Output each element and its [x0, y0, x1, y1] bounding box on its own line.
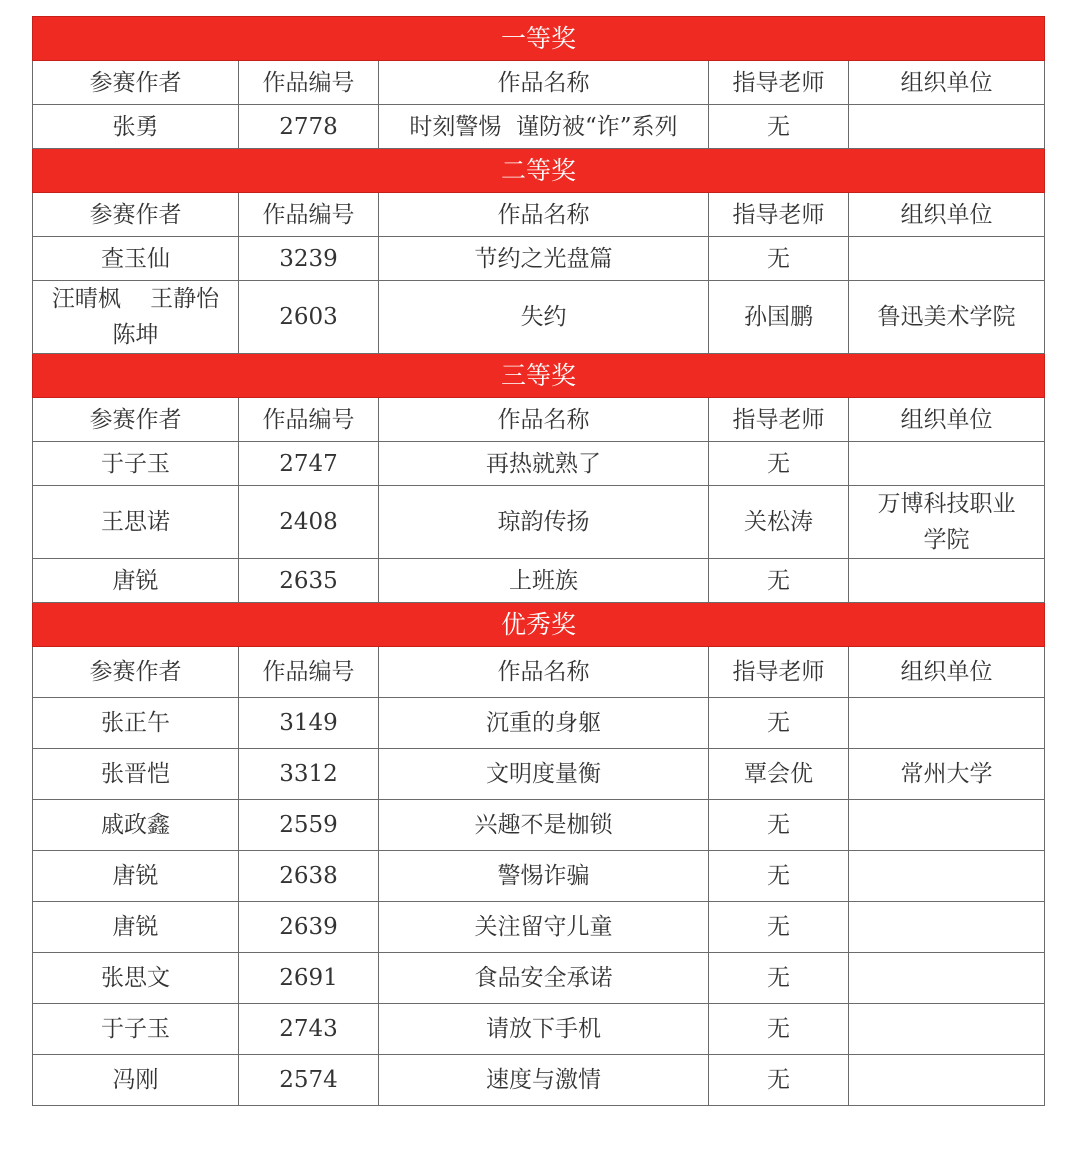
- cell-title: 沉重的身躯: [379, 698, 709, 749]
- section-header: [33, 149, 1045, 193]
- cell-title: 失约: [379, 281, 709, 354]
- author-line: 汪晴枫 王静怡: [51, 286, 220, 312]
- cell-number: 3149: [239, 698, 379, 749]
- cell-title: 时刻警惕 谨防被“诈”系列: [379, 105, 709, 149]
- cell-org: [849, 851, 1045, 902]
- header-org: 组织单位: [849, 647, 1045, 698]
- cell-org: [849, 1004, 1045, 1055]
- header-author: 参赛作者: [33, 61, 239, 105]
- cell-author: 唐锐: [33, 851, 239, 902]
- cell-author: 张思文: [33, 953, 239, 1004]
- cell-teacher: 无: [709, 1004, 849, 1055]
- cell-teacher: 无: [709, 698, 849, 749]
- cell-teacher: 关松涛: [709, 486, 849, 559]
- cell-author: 张正午: [33, 698, 239, 749]
- cell-org: [849, 237, 1045, 281]
- section-title: 二等奖: [33, 149, 1045, 193]
- cell-org: 常州大学: [849, 749, 1045, 800]
- table-row: [33, 237, 1045, 281]
- cell-teacher: 无: [709, 851, 849, 902]
- cell-title: 再热就熟了: [379, 442, 709, 486]
- header-teacher: 指导老师: [709, 647, 849, 698]
- section-header: [33, 354, 1045, 398]
- cell-org: [849, 902, 1045, 953]
- cell-org: [849, 953, 1045, 1004]
- author-line: 陈坤: [112, 322, 159, 348]
- cell-number: 2691: [239, 953, 379, 1004]
- header-number: 作品编号: [239, 61, 379, 105]
- section-title: 三等奖: [33, 354, 1045, 398]
- table-row: [33, 698, 1045, 749]
- cell-author: 于子玉: [33, 1004, 239, 1055]
- section-header: [33, 603, 1045, 647]
- header-title: 作品名称: [379, 61, 709, 105]
- header-org: 组织单位: [849, 398, 1045, 442]
- cell-teacher: 覃会优: [709, 749, 849, 800]
- section-header: [33, 17, 1045, 61]
- cell-org: 鲁迅美术学院: [849, 281, 1045, 354]
- table-row: [33, 559, 1045, 603]
- table-row: [33, 105, 1045, 149]
- cell-number: 2559: [239, 800, 379, 851]
- cell-org: [849, 105, 1045, 149]
- header-title: 作品名称: [379, 193, 709, 237]
- cell-author: 于子玉: [33, 442, 239, 486]
- cell-author: 王思诺: [33, 486, 239, 559]
- cell-author: [33, 281, 239, 354]
- cell-title: 节约之光盘篇: [379, 237, 709, 281]
- cell-title: 上班族: [379, 559, 709, 603]
- cell-number: 2574: [239, 1055, 379, 1106]
- cell-teacher: 无: [709, 442, 849, 486]
- cell-org: [849, 559, 1045, 603]
- header-number: 作品编号: [239, 398, 379, 442]
- cell-teacher: 无: [709, 902, 849, 953]
- cell-number: 2747: [239, 442, 379, 486]
- table-row: [33, 486, 1045, 559]
- cell-teacher: 无: [709, 1055, 849, 1106]
- table-row: [33, 749, 1045, 800]
- header-author: 参赛作者: [33, 193, 239, 237]
- header-number: 作品编号: [239, 647, 379, 698]
- cell-title: 文明度量衡: [379, 749, 709, 800]
- column-header-row: [33, 647, 1045, 698]
- header-teacher: 指导老师: [709, 61, 849, 105]
- table-row: [33, 281, 1045, 354]
- cell-org: [849, 1055, 1045, 1106]
- column-header-row: [33, 193, 1045, 237]
- cell-number: 2743: [239, 1004, 379, 1055]
- awards-table: [32, 16, 1045, 1106]
- cell-author: 唐锐: [33, 902, 239, 953]
- cell-number: 3239: [239, 237, 379, 281]
- cell-title: 请放下手机: [379, 1004, 709, 1055]
- table-row: [33, 902, 1045, 953]
- cell-title: 琼韵传扬: [379, 486, 709, 559]
- org-line: 万博科技职业: [877, 491, 1016, 517]
- table-row: [33, 442, 1045, 486]
- cell-teacher: 无: [709, 953, 849, 1004]
- cell-teacher: 无: [709, 105, 849, 149]
- cell-author: 冯刚: [33, 1055, 239, 1106]
- cell-title: 速度与激情: [379, 1055, 709, 1106]
- cell-number: 2778: [239, 105, 379, 149]
- section-title: 优秀奖: [33, 603, 1045, 647]
- table-row: [33, 1004, 1045, 1055]
- cell-teacher: 孙国鹏: [709, 281, 849, 354]
- cell-org: [849, 442, 1045, 486]
- header-author: 参赛作者: [33, 647, 239, 698]
- header-teacher: 指导老师: [709, 398, 849, 442]
- header-title: 作品名称: [379, 647, 709, 698]
- table-row: [33, 800, 1045, 851]
- cell-teacher: 无: [709, 800, 849, 851]
- header-number: 作品编号: [239, 193, 379, 237]
- cell-number: 2639: [239, 902, 379, 953]
- cell-teacher: 无: [709, 237, 849, 281]
- cell-author: 查玉仙: [33, 237, 239, 281]
- cell-author: 张晋恺: [33, 749, 239, 800]
- cell-title: 关注留守儿童: [379, 902, 709, 953]
- header-org: 组织单位: [849, 61, 1045, 105]
- cell-author: 戚政鑫: [33, 800, 239, 851]
- cell-title: 食品安全承诺: [379, 953, 709, 1004]
- cell-org: [849, 486, 1045, 559]
- section-title: 一等奖: [33, 17, 1045, 61]
- cell-title: 警惕诈骗: [379, 851, 709, 902]
- cell-number: 2638: [239, 851, 379, 902]
- cell-author: 唐锐: [33, 559, 239, 603]
- org-line: 学院: [923, 527, 970, 553]
- column-header-row: [33, 398, 1045, 442]
- header-org: 组织单位: [849, 193, 1045, 237]
- cell-title: 兴趣不是枷锁: [379, 800, 709, 851]
- cell-number: 2408: [239, 486, 379, 559]
- cell-number: 2635: [239, 559, 379, 603]
- header-teacher: 指导老师: [709, 193, 849, 237]
- cell-number: 3312: [239, 749, 379, 800]
- column-header-row: [33, 61, 1045, 105]
- table-row: [33, 1055, 1045, 1106]
- header-title: 作品名称: [379, 398, 709, 442]
- cell-author: 张勇: [33, 105, 239, 149]
- table-row: [33, 851, 1045, 902]
- cell-teacher: 无: [709, 559, 849, 603]
- table-row: [33, 953, 1045, 1004]
- cell-org: [849, 698, 1045, 749]
- cell-org: [849, 800, 1045, 851]
- header-author: 参赛作者: [33, 398, 239, 442]
- cell-number: 2603: [239, 281, 379, 354]
